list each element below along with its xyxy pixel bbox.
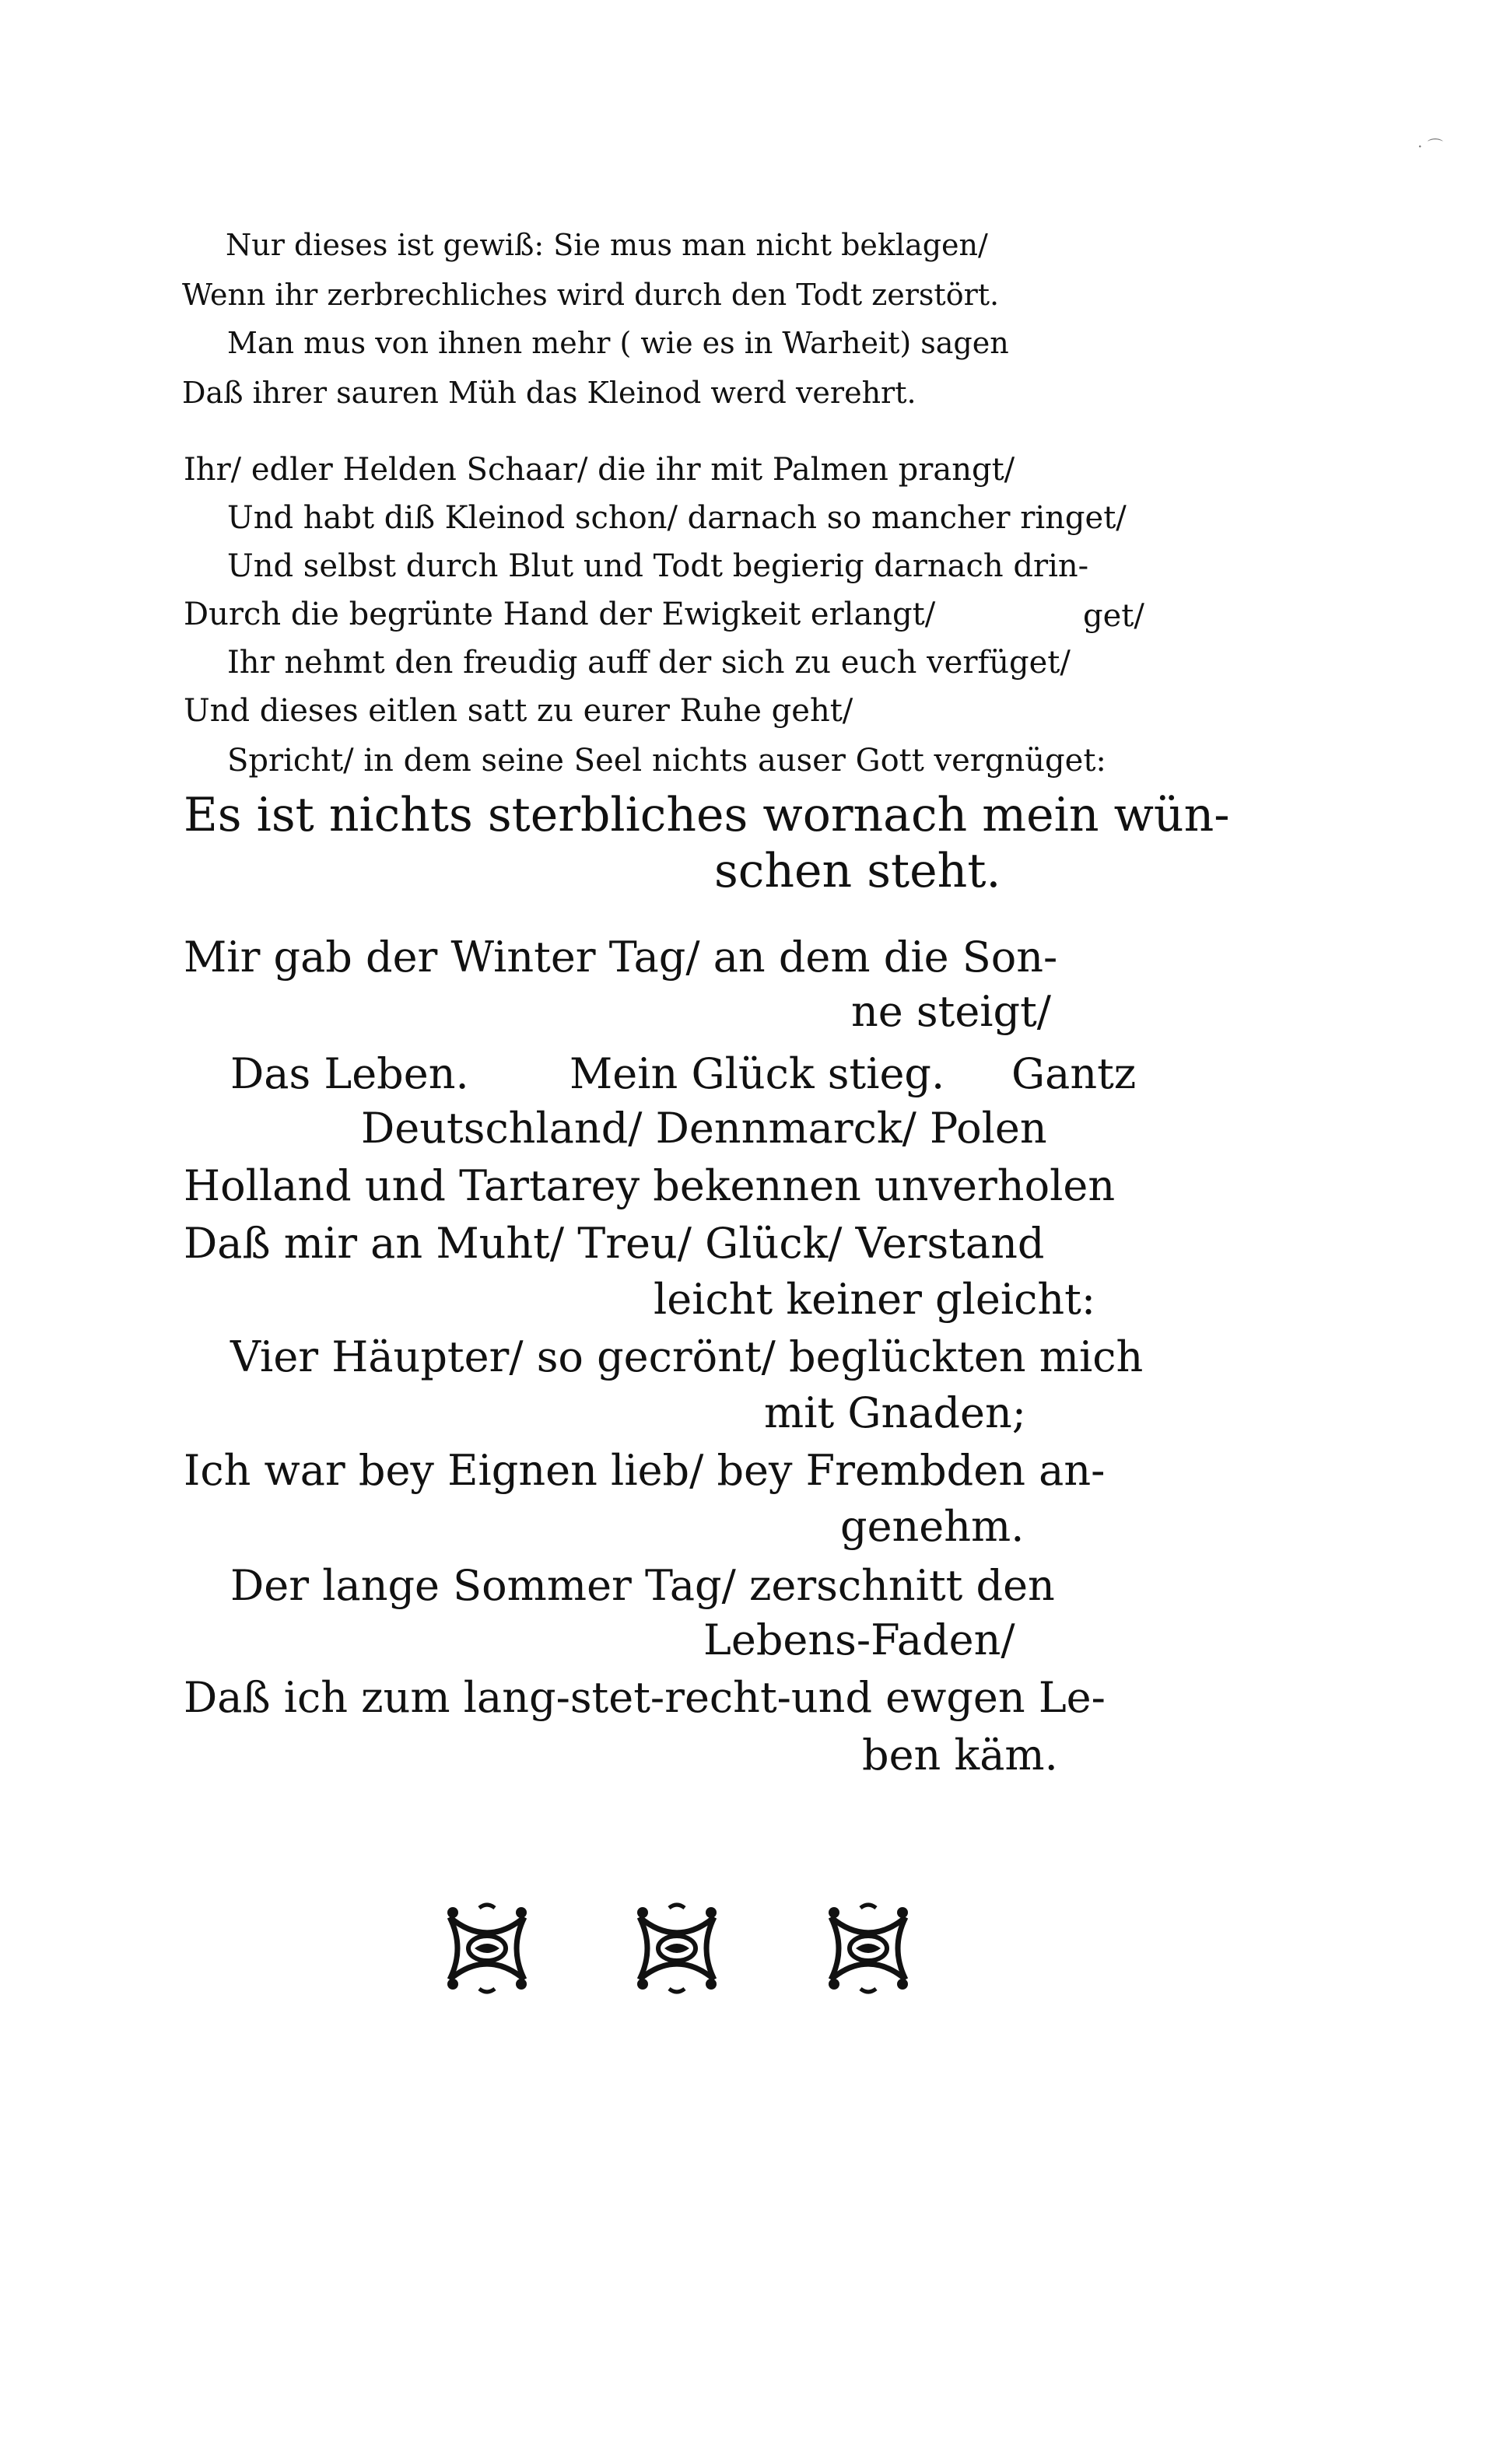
- stanza2-line-8-continued: schen steht.: [714, 844, 1001, 898]
- stanza2-line-6: Und dieses eitlen satt zu eurer Ruhe geht/: [184, 693, 853, 729]
- epitaph-line-7: Der lange Sommer Tag/ zerschnitt den: [230, 1561, 1055, 1610]
- epitaph-line-6: Ich war bey Eignen lieb/ bey Frembden an-: [184, 1446, 1106, 1495]
- epitaph-line-3: Holland und Tartarey bekennen unverholen: [184, 1161, 1116, 1210]
- stanza2-line-1: Ihr/ edler Helden Schaar/ die ihr mit Palmen prangt/: [184, 452, 1015, 488]
- stanza2-line-5: Ihr nehmt den freudig auff der sich zu euch verfüget/: [227, 645, 1071, 681]
- epitaph-line-2b: Mein Glück stieg.: [570, 1049, 945, 1098]
- printers-ornament-center-icon: [632, 1902, 722, 1995]
- epitaph-line-8-continued: ben käm.: [862, 1731, 1058, 1780]
- stanza2-line-4: Durch die begrünte Hand der Ewigkeit erlangt/: [184, 597, 936, 632]
- stanza2-line-8: Es ist nichts sterbliches wornach mein wün-: [184, 788, 1230, 842]
- epitaph-line-5: Vier Häupter/ so gecrönt/ beglückten mich: [230, 1332, 1144, 1381]
- epitaph-line-5-continued: mit Gnaden;: [764, 1388, 1026, 1437]
- epitaph-line-4: Daß mir an Muht/ Treu/ Glück/ Verstand: [184, 1219, 1045, 1268]
- epitaph-line-4-continued: leicht keiner gleicht:: [654, 1275, 1096, 1324]
- epitaph-line-1: Mir gab der Winter Tag/ an dem die Son-: [184, 933, 1058, 982]
- epitaph-line-6-continued: genehm.: [840, 1502, 1025, 1551]
- stanza2-line-2: Und habt diß Kleinod schon/ darnach so mancher ringet/: [227, 500, 1127, 536]
- printers-ornament-left-icon: [442, 1902, 532, 1995]
- stanza2-line-7: Spricht/ in dem seine Seel nichts auser Gott vergnüget:: [227, 743, 1106, 779]
- epitaph-line-7-continued: Lebens-Faden/: [703, 1615, 1015, 1664]
- epitaph-line-2a: Das Leben.: [230, 1049, 469, 1098]
- epitaph-line-2-continued: Deutschland/ Dennmarck/ Polen: [361, 1104, 1047, 1153]
- epitaph-line-1-continued: ne steigt/: [851, 987, 1052, 1036]
- stanza1-line-2: Wenn ihr zerbrechliches wird durch den Todt zerstört.: [182, 278, 1000, 312]
- stanza1-line-1: Nur dieses ist gewiß: Sie mus man nicht beklagen/: [226, 228, 988, 262]
- epitaph-line-8: Daß ich zum lang-stet-recht-und ewgen Le-: [184, 1673, 1106, 1722]
- stanza1-line-3: Man mus von ihnen mehr ( wie es in Warheit) sagen: [227, 326, 1009, 360]
- stanza1-line-4: Daß ihrer sauren Müh das Kleinod werd verehrt.: [182, 376, 916, 410]
- stanza2-line-4-overflow: get/: [1083, 598, 1144, 634]
- printers-ornament-right-icon: [823, 1902, 913, 1995]
- stanza2-line-3: Und selbst durch Blut und Todt begierig darnach drin-: [227, 548, 1089, 584]
- epitaph-line-2c: Gantz: [1011, 1049, 1137, 1098]
- pencil-mark: · ⌒: [1418, 137, 1443, 156]
